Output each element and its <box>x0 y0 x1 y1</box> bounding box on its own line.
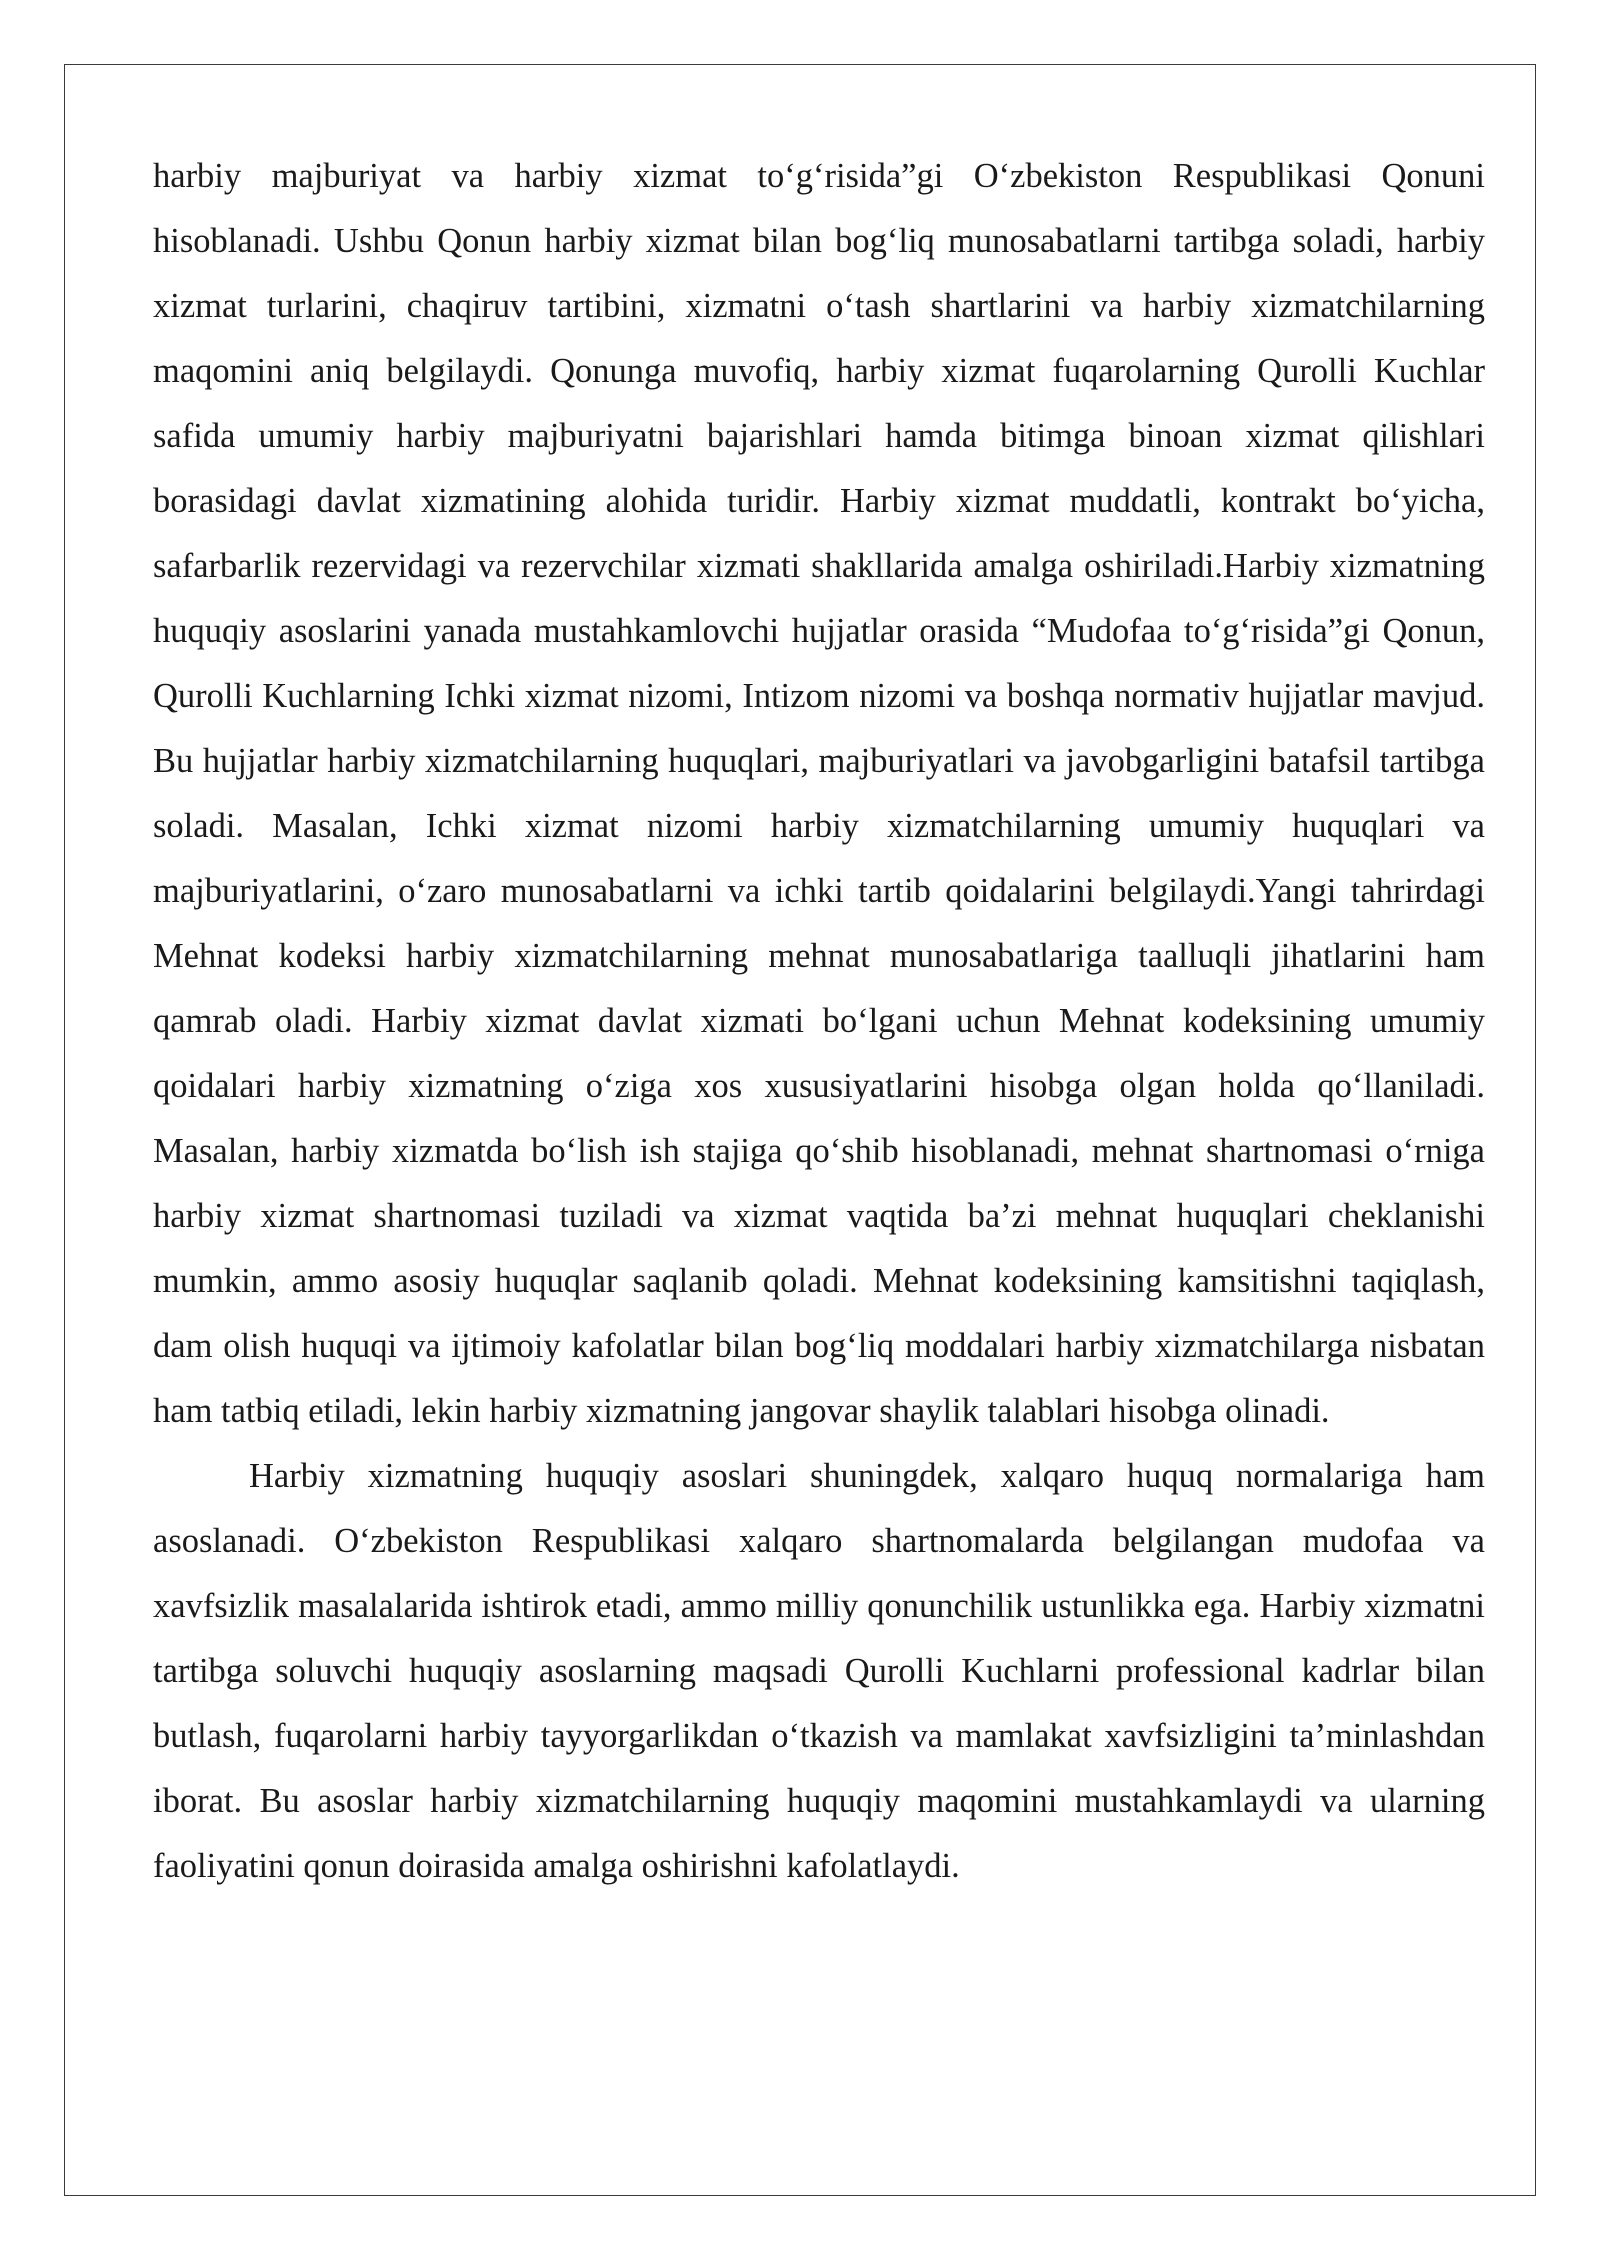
document-body <box>153 144 1485 1899</box>
paragraph-1: harbiy majburiyat va harbiy xizmat to‘g‘risida”gi O‘zbekiston Respublikasi Qonuni hisoblanadi. Ushbu Qonun harbiy xizmat bilan bog‘liq munosabatlarni tartibga soladi, harbiy xizmat turlarini, chaqiruv tartibini, xizmatni o‘tash shartlarini va harbiy xizmatchilarning maqomini aniq belgilaydi. Qonunga muvofiq, harbiy xizmat fuqarolarning Qurolli Kuchlar safida umumiy harbiy majburiyatni bajarishlari hamda bitimga binoan xizmat qilishlari borasidagi davlat xizmatining alohida turidir. Harbiy xizmat muddatli, kontrakt bo‘yicha, safarbarlik rezervidagi va rezervchilar xizmati shakllarida amalga oshiriladi.Harbiy xizmatning huquqiy asoslarini yanada mustahkamlovchi hujjatlar orasida “Mudofaa to‘g‘risida”gi Qonun, Qurolli Kuchlarning Ichki xizmat nizomi, Intizom nizomi va boshqa normativ hujjatlar mavjud. Bu hujjatlar harbiy xizmatchilarning huquqlari, majburiyatlari va javobgarligini batafsil tartibga soladi. Masalan, Ichki xizmat nizomi harbiy xizmatchilarning umumiy huquqlari va majburiyatlarini, o‘zaro munosabatlarni va ichki tartib qoidalarini belgilaydi.Yangi tahrirdagi Mehnat kodeksi harbiy xizmatchilarning mehnat munosabatlariga taalluqli jihatlarini ham qamrab oladi. Harbiy xizmat davlat xizmati bo‘lgani uchun Mehnat kodeksining umumiy qoidalari harbiy xizmatning o‘ziga xos xususiyatlarini hisobga olgan holda qo‘llaniladi. Masalan, harbiy xizmatda bo‘lish ish stajiga qo‘shib hisoblanadi, mehnat shartnomasi o‘rniga harbiy xizmat shartnomasi tuziladi va xizmat vaqtida ba’zi mehnat huquqlari cheklanishi mumkin, ammo asosiy huquqlar saqlanib qoladi. Mehnat kodeksining kamsitishni taqiqlash, dam olish huquqi va ijtimoiy kafolatlar bilan bog‘liq moddalari harbiy xizmatchilarga nisbatan ham tatbiq etiladi, lekin harbiy xizmatning jangovar shaylik talablari hisobga olinadi. <box>153 157 1485 1430</box>
paragraph-2: Harbiy xizmatning huquqiy asoslari shuningdek, xalqaro huquq normalariga ham asoslanadi. O‘zbekiston Respublikasi xalqaro shartnomalarda belgilangan mudofaa va xavfsizlik masalalarida ishtirok etadi, ammo milliy qonunchilik ustunlikka ega. Harbiy xizmatni tartibga soluvchi huquqiy asoslarning maqsadi Qurolli Kuchlarni professional kadrlar bilan butlash, fuqarolarni harbiy tayyorgarlikdan o‘tkazish va mamlakat xavfsizligini ta’minlashdan iborat. Bu asoslar harbiy xizmatchilarning huquqiy maqomini mustahkamlaydi va ularning faoliyatini qonun doirasida amalga oshirishni kafolatlaydi. <box>153 1457 1485 1885</box>
